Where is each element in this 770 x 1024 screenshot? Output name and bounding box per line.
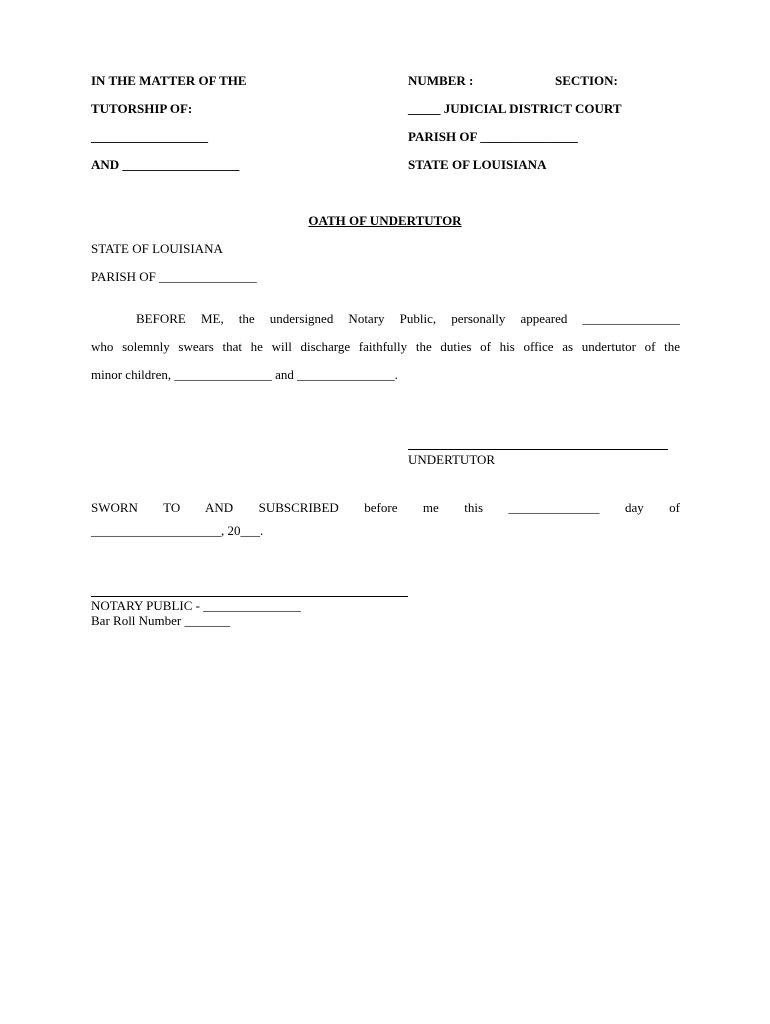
jurat-line-1: SWORN TO AND SUBSCRIBED before me this ______________ day of (91, 500, 680, 515)
venue-parish: PARISH OF _______________ (91, 269, 257, 284)
bar-roll-number-line: Bar Roll Number _______ (91, 613, 231, 628)
jurat-line-2: ____________________, 20___. (91, 523, 264, 538)
caption-and-line: AND __________________ (91, 157, 240, 172)
body-line-2: who solemnly swears that he will discharge faithfully the duties of his office as undertutor of the (91, 339, 680, 354)
caption-name-blank: __________________ (91, 129, 208, 144)
notary-public-line: NOTARY PUBLIC - _______________ (91, 598, 301, 613)
notary-signature-line (91, 596, 408, 597)
caption-parish-line: PARISH OF _______________ (408, 129, 578, 144)
caption-number-label: NUMBER : (408, 73, 474, 88)
body-line-3: minor children, _______________ and _______________. (91, 367, 398, 382)
body-line-1: BEFORE ME, the undersigned Notary Public, personally appeared _______________ (136, 311, 680, 326)
caption-matter-line: IN THE MATTER OF THE (91, 73, 247, 88)
caption-state-line: STATE OF LOUISIANA (408, 157, 547, 172)
undertutor-signature-line (408, 449, 668, 450)
caption-tutorship-line: TUTORSHIP OF: (91, 101, 193, 116)
caption-court-line: _____ JUDICIAL DISTRICT COURT (408, 101, 622, 116)
undertutor-label: UNDERTUTOR (408, 452, 496, 467)
venue-state: STATE OF LOUISIANA (91, 241, 223, 256)
document-title: OATH OF UNDERTUTOR (308, 213, 462, 228)
caption-section-label: SECTION: (555, 73, 618, 88)
